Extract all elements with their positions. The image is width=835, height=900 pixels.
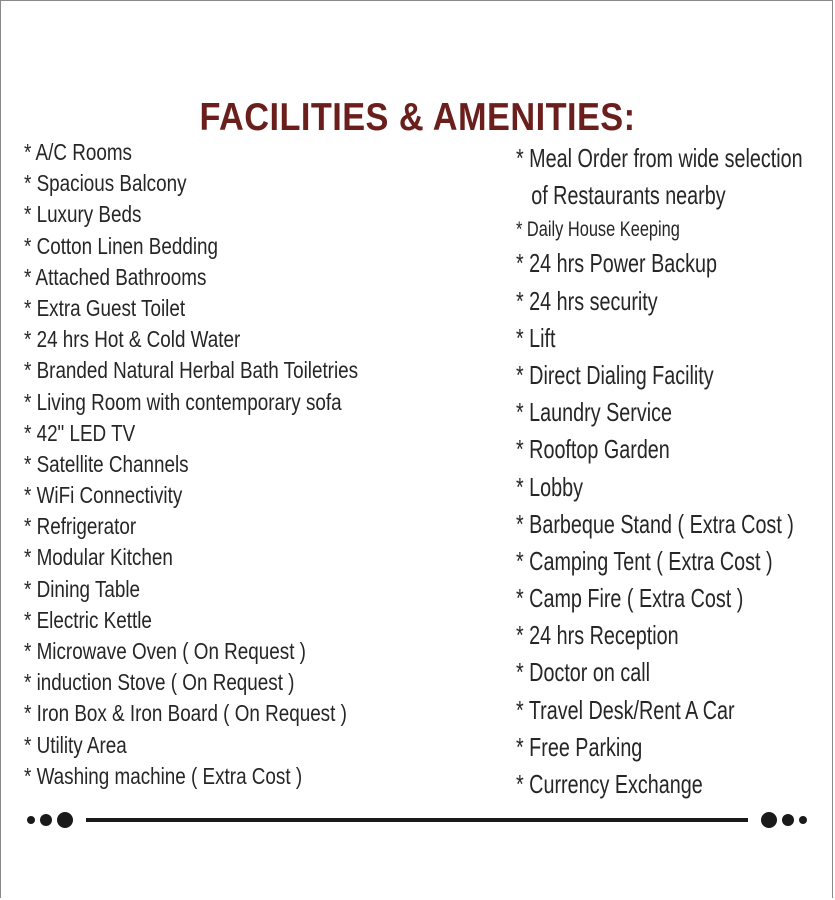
list-item-continuation: of Restaurants nearby bbox=[531, 180, 726, 211]
list-item: * Washing machine ( Extra Cost ) bbox=[24, 762, 303, 789]
list-item: * Rooftop Garden bbox=[516, 434, 670, 465]
dot-icon bbox=[782, 814, 794, 826]
list-item: * Microwave Oven ( On Request ) bbox=[24, 638, 306, 664]
list-item: * Refrigerator bbox=[24, 513, 137, 540]
list-item: * Barbeque Stand ( Extra Cost ) bbox=[516, 508, 794, 539]
list-item: * WiFi Connectivity bbox=[24, 482, 183, 509]
decorative-divider bbox=[26, 808, 808, 832]
list-item: * Camp Fire ( Extra Cost ) bbox=[516, 583, 744, 614]
list-item: * 24 hrs security bbox=[516, 285, 658, 316]
dot-icon bbox=[799, 816, 807, 824]
list-item: * 42" LED TV bbox=[24, 419, 136, 446]
list-item: * Cotton Linen Bedding bbox=[24, 232, 218, 259]
list-item: * Travel Desk/Rent A Car bbox=[516, 694, 735, 725]
divider-line bbox=[86, 818, 748, 822]
list-item: * Spacious Balcony bbox=[24, 170, 187, 197]
list-item: * Camping Tent ( Extra Cost ) bbox=[516, 545, 773, 576]
list-item: * 24 hrs Reception bbox=[516, 620, 679, 651]
dot-icon bbox=[27, 816, 35, 824]
list-item: * Extra Guest Toilet bbox=[24, 294, 186, 321]
list-item: * Modular Kitchen bbox=[24, 544, 173, 571]
list-item: * Doctor on call bbox=[516, 657, 650, 688]
amenities-list-left bbox=[24, 137, 494, 792]
list-item: * Attached Bathrooms bbox=[24, 263, 207, 290]
list-item: * Luxury Beds bbox=[24, 201, 142, 228]
list-item: * Branded Natural Herbal Bath Toiletries bbox=[24, 357, 359, 384]
list-item: * Lobby bbox=[516, 471, 584, 502]
list-item: * Free Parking bbox=[516, 731, 643, 762]
list-item: * Satellite Channels bbox=[24, 450, 189, 477]
list-item: * induction Stove ( On Request ) bbox=[24, 669, 295, 696]
list-item: * Laundry Service bbox=[516, 397, 672, 428]
list-item: * Direct Dialing Facility bbox=[516, 359, 714, 390]
list-item: * Meal Order from wide selection bbox=[516, 143, 803, 173]
list-item: * Dining Table bbox=[24, 575, 141, 602]
list-item: * 24 hrs Power Backup bbox=[516, 248, 717, 279]
list-item: * Living Room with contemporary sofa bbox=[24, 388, 342, 415]
divider-graphic bbox=[26, 808, 808, 832]
list-item: * A/C Rooms bbox=[24, 139, 132, 165]
list-item: * Daily House Keeping bbox=[516, 218, 680, 242]
list-item: * Electric Kettle bbox=[24, 606, 152, 633]
amenities-list-right bbox=[516, 140, 831, 803]
list-item: * Currency Exchange bbox=[516, 769, 703, 799]
dot-icon bbox=[40, 814, 52, 826]
dot-icon bbox=[57, 812, 73, 828]
list-item: * Iron Box & Iron Board ( On Request ) bbox=[24, 700, 347, 727]
list-item: * Lift bbox=[516, 322, 556, 353]
list-item: * Utility Area bbox=[24, 731, 127, 758]
page-title: FACILITIES & AMENITIES: bbox=[199, 96, 636, 140]
list-item: * 24 hrs Hot & Cold Water bbox=[24, 326, 241, 353]
dot-icon bbox=[761, 812, 777, 828]
